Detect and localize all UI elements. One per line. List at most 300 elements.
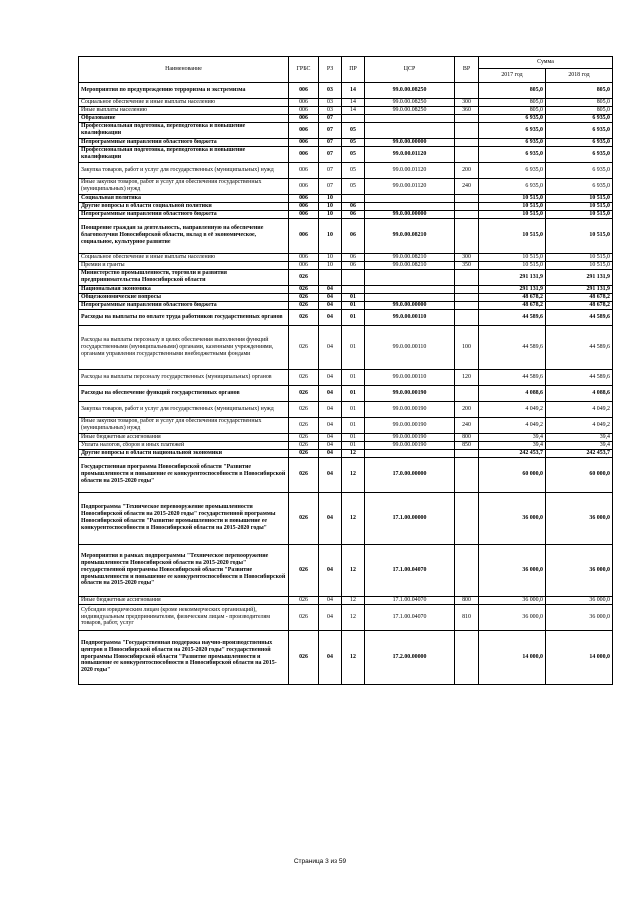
row-vr [455,449,479,457]
row-vr [455,83,479,99]
row-amount-2017: 805,0 [479,106,546,114]
row-name: Социальное обеспечение и иные выплаты населению [79,253,289,261]
table-row [79,401,613,417]
row-rz: 10 [319,253,342,261]
row-pr: 01 [342,385,365,401]
row-amount-2018: 36 000,0 [546,492,613,544]
row-vr: 800 [455,596,479,604]
row-pr: 05 [342,162,365,178]
row-vr: 800 [455,433,479,441]
row-amount-2018: 805,0 [546,99,613,107]
row-vr: 100 [455,325,479,369]
table-row [79,138,613,146]
table-row [79,492,613,544]
row-name: Профессиональная подготовка, переподготовка и повышение квалификации [79,146,289,162]
row-name: Непрограммные направления областного бюджета [79,210,289,218]
row-csr: 99.0.00.08250 [365,106,455,114]
row-amount-2017: 39,4 [479,441,546,449]
row-name: Расходы на выплаты персоналу в целях обеспечения выполнения функций государственными (муниципальными) органами, казенными учреждениями, органами управления государственными внебюджетными фондами [79,325,289,369]
row-csr [365,122,455,138]
row-grbs: 006 [289,99,319,107]
row-csr: 99.0.00.00000 [365,210,455,218]
row-grbs: 006 [289,210,319,218]
row-grbs: 026 [289,285,319,293]
row-rz: 10 [319,218,342,253]
row-amount-2017: 14 000,0 [479,630,546,684]
table-row [79,596,613,604]
table-row [79,285,613,293]
header-year-2018: 2018 год [546,69,613,83]
row-amount-2018: 6 935,0 [546,162,613,178]
row-grbs: 026 [289,457,319,492]
table-row [79,194,613,202]
row-pr: 06 [342,261,365,269]
row-grbs: 026 [289,301,319,309]
row-rz: 04 [319,293,342,301]
row-name: Поощрение граждан за деятельность, направленную на обеспечение благополучия Новосибирской области, вклад в её экономическое, социальное, культурное развитие [79,218,289,253]
table-row [79,99,613,107]
row-csr: 17.1.00.04070 [365,604,455,630]
row-pr: 12 [342,492,365,544]
row-name: Подпрограмма "Техническое перевооружение промышленности Новосибирской области на 2015-2020 годы" государственной программы Новосибирской области "Развитие промышленности и повышение ее конкурентоспособности в Новосибирской области на 2015-2020 годы" [79,492,289,544]
row-vr [455,269,479,285]
row-csr: 17.1.00.04070 [365,596,455,604]
row-grbs: 006 [289,146,319,162]
row-pr: 01 [342,301,365,309]
row-amount-2018: 6 935,0 [546,122,613,138]
header-pr: ПР [342,57,365,83]
row-amount-2018: 36 000,0 [546,596,613,604]
row-vr [455,146,479,162]
row-amount-2018: 4 088,6 [546,385,613,401]
row-amount-2017: 805,0 [479,83,546,99]
row-csr: 17.1.00.04070 [365,544,455,596]
table-row [79,269,613,285]
row-amount-2017: 6 935,0 [479,178,546,194]
row-amount-2018: 48 678,2 [546,301,613,309]
row-vr: 300 [455,253,479,261]
row-rz: 03 [319,106,342,114]
row-pr: 01 [342,325,365,369]
row-pr: 12 [342,630,365,684]
row-name: Иные бюджетные ассигнования [79,433,289,441]
row-vr [455,218,479,253]
row-amount-2018: 242 453,7 [546,449,613,457]
row-csr: 99.0.00.08210 [365,253,455,261]
row-rz [319,269,342,285]
row-grbs: 026 [289,449,319,457]
row-rz: 07 [319,178,342,194]
row-amount-2017: 10 515,0 [479,218,546,253]
row-rz: 04 [319,596,342,604]
row-pr: 12 [342,449,365,457]
row-grbs: 006 [289,178,319,194]
row-vr: 850 [455,441,479,449]
row-pr: 05 [342,138,365,146]
row-csr: 99.0.00.00190 [365,401,455,417]
row-amount-2017: 6 935,0 [479,114,546,122]
row-rz: 04 [319,309,342,325]
row-vr [455,309,479,325]
row-grbs: 026 [289,401,319,417]
row-csr [365,293,455,301]
table-body [79,83,613,685]
row-name: Образование [79,114,289,122]
row-grbs: 006 [289,83,319,99]
row-csr [365,449,455,457]
row-rz: 04 [319,441,342,449]
row-grbs: 026 [289,492,319,544]
row-grbs: 006 [289,106,319,114]
row-name: Уплата налогов, сборов и иных платежей [79,441,289,449]
row-grbs: 006 [289,202,319,210]
table-row [79,441,613,449]
row-vr: 360 [455,106,479,114]
row-amount-2017: 291 131,9 [479,269,546,285]
table-row [79,210,613,218]
row-rz: 04 [319,433,342,441]
table-header [79,57,613,83]
row-amount-2018: 10 515,0 [546,202,613,210]
table-row [79,146,613,162]
row-rz: 03 [319,99,342,107]
row-amount-2018: 10 515,0 [546,210,613,218]
row-amount-2018: 44 589,6 [546,325,613,369]
row-name: Иные закупки товаров, работ и услуг для обеспечения государственных (муниципальных) нужд [79,178,289,194]
row-amount-2017: 6 935,0 [479,122,546,138]
header-sum: Сумма [479,57,613,69]
row-amount-2017: 4 049,2 [479,417,546,433]
row-amount-2018: 805,0 [546,83,613,99]
table-row [79,385,613,401]
row-amount-2018: 39,4 [546,433,613,441]
row-amount-2017: 242 453,7 [479,449,546,457]
row-amount-2017: 10 515,0 [479,253,546,261]
row-amount-2018: 10 515,0 [546,194,613,202]
row-rz: 10 [319,261,342,269]
row-name: Социальное обеспечение и иные выплаты населению [79,99,289,107]
row-grbs: 026 [289,309,319,325]
row-name: Премии и гранты [79,261,289,269]
row-amount-2017: 36 000,0 [479,604,546,630]
row-pr: 12 [342,457,365,492]
table-row [79,309,613,325]
row-rz: 04 [319,401,342,417]
row-name: Министерство промышленности, торговли и развития предпринимательства Новосибирской области [79,269,289,285]
row-name: Расходы на обеспечение функций государственных органов [79,385,289,401]
row-rz: 04 [319,325,342,369]
table-row [79,604,613,630]
row-name: Иные закупки товаров, работ и услуг для обеспечения государственных (муниципальных) нужд [79,417,289,433]
row-vr: 350 [455,261,479,269]
row-pr: 01 [342,417,365,433]
row-name: Закупка товаров, работ и услуг для государственных (муниципальных) нужд [79,401,289,417]
row-amount-2017: 6 935,0 [479,146,546,162]
row-amount-2017: 48 678,2 [479,301,546,309]
row-pr: 14 [342,83,365,99]
row-pr: 14 [342,106,365,114]
row-amount-2018: 44 589,6 [546,309,613,325]
row-pr: 01 [342,369,365,385]
row-amount-2017: 10 515,0 [479,194,546,202]
row-amount-2017: 48 678,2 [479,293,546,301]
row-vr: 240 [455,178,479,194]
row-rz: 04 [319,417,342,433]
row-pr: 05 [342,178,365,194]
row-pr: 06 [342,210,365,218]
row-amount-2017: 60 000,0 [479,457,546,492]
row-pr: 12 [342,596,365,604]
row-rz: 04 [319,457,342,492]
row-vr [455,492,479,544]
row-amount-2017: 291 131,9 [479,285,546,293]
table-row [79,202,613,210]
row-name: Мероприятия по предупреждению терроризма и экстремизма [79,83,289,99]
table-row [79,122,613,138]
header-vr: ВР [455,57,479,83]
row-vr: 300 [455,99,479,107]
row-amount-2018: 48 678,2 [546,293,613,301]
table-row [79,261,613,269]
row-amount-2017: 10 515,0 [479,261,546,269]
row-rz: 04 [319,630,342,684]
row-grbs: 026 [289,433,319,441]
row-amount-2018: 36 000,0 [546,604,613,630]
header-grbs: ГРБС [289,57,319,83]
page-number: Страница 3 из 59 [293,858,347,865]
row-grbs: 026 [289,269,319,285]
row-amount-2018: 6 935,0 [546,138,613,146]
row-name: Мероприятия в рамках подпрограммы "Техническое перевооружение промышленности Новосибирской области на 2015-2020 годы" государственной программы Новосибирской области "Развитие промышленности и повышение ее конкурентоспособности в Новосибирской области на 2015-2020 годы" [79,544,289,596]
header-csr: ЦСР [365,57,455,83]
row-csr: 99.0.00.08250 [365,99,455,107]
row-grbs: 026 [289,369,319,385]
row-pr [342,269,365,285]
row-grbs: 026 [289,325,319,369]
row-vr [455,138,479,146]
row-pr [342,194,365,202]
header-name: Наименование [79,57,289,83]
table-row [79,114,613,122]
row-csr: 99.0.00.01120 [365,162,455,178]
row-vr [455,301,479,309]
row-grbs: 006 [289,261,319,269]
table-row [79,253,613,261]
row-name: Другие вопросы в области социальной политики [79,202,289,210]
row-grbs: 006 [289,218,319,253]
row-amount-2018: 39,4 [546,441,613,449]
row-name: Расходы на выплаты персоналу государственных (муниципальных) органов [79,369,289,385]
row-amount-2017: 10 515,0 [479,210,546,218]
row-vr [455,194,479,202]
row-amount-2018: 60 000,0 [546,457,613,492]
header-rz: РЗ [319,57,342,83]
row-name: Другие вопросы в области национальной экономики [79,449,289,457]
table-row [79,544,613,596]
row-rz: 04 [319,369,342,385]
row-pr: 01 [342,433,365,441]
row-name: Профессиональная подготовка, переподготовка и повышение квалификации [79,122,289,138]
row-rz: 04 [319,604,342,630]
table-row [79,457,613,492]
row-amount-2017: 4 049,2 [479,401,546,417]
header-year-2017: 2017 год [479,69,546,83]
table-row [79,218,613,253]
row-grbs: 006 [289,253,319,261]
row-rz: 07 [319,114,342,122]
row-rz: 07 [319,162,342,178]
row-rz: 03 [319,83,342,99]
table-row [79,106,613,114]
row-amount-2018: 6 935,0 [546,178,613,194]
row-csr: 17.1.00.00000 [365,492,455,544]
row-csr: 99.0.00.00190 [365,433,455,441]
row-grbs: 006 [289,122,319,138]
budget-table [78,56,613,685]
row-amount-2017: 805,0 [479,99,546,107]
row-vr [455,285,479,293]
row-csr: 99.0.00.08210 [365,261,455,269]
table-row [79,630,613,684]
row-vr [455,385,479,401]
row-csr: 17.2.00.00000 [365,630,455,684]
row-pr: 06 [342,253,365,261]
row-grbs: 026 [289,293,319,301]
row-pr: 05 [342,122,365,138]
row-grbs: 026 [289,417,319,433]
row-name: Субсидии юридическим лицам (кроме некоммерческих организаций), индивидуальным предпринимателям, физическим лицам - производителям товаров, работ, услуг [79,604,289,630]
row-grbs: 006 [289,138,319,146]
row-pr [342,285,365,293]
row-name: Национальная экономика [79,285,289,293]
row-amount-2018: 44 589,6 [546,369,613,385]
row-rz: 04 [319,385,342,401]
row-rz: 07 [319,146,342,162]
row-csr: 99.0.00.00190 [365,417,455,433]
row-pr: 12 [342,544,365,596]
row-csr: 99.0.00.00110 [365,369,455,385]
row-csr: 99.0.00.00190 [365,441,455,449]
row-rz: 07 [319,122,342,138]
row-name: Непрограммные направления областного бюджета [79,138,289,146]
row-grbs: 006 [289,114,319,122]
row-amount-2017: 4 088,6 [479,385,546,401]
row-rz: 04 [319,544,342,596]
row-amount-2017: 6 935,0 [479,162,546,178]
row-amount-2018: 10 515,0 [546,253,613,261]
table-row [79,325,613,369]
row-pr [342,114,365,122]
row-amount-2017: 44 589,6 [479,325,546,369]
row-pr: 06 [342,218,365,253]
row-rz: 10 [319,202,342,210]
row-name: Расходы на выплаты по оплате труда работников государственных органов [79,309,289,325]
row-vr [455,630,479,684]
row-csr: 99.0.00.08250 [365,83,455,99]
row-vr [455,202,479,210]
row-name: Иные выплаты населению [79,106,289,114]
table-row [79,369,613,385]
row-amount-2017: 6 935,0 [479,138,546,146]
row-rz: 07 [319,138,342,146]
row-vr [455,544,479,596]
row-csr: 99.0.00.01120 [365,146,455,162]
row-pr: 12 [342,604,365,630]
row-csr: 99.0.00.00110 [365,325,455,369]
row-name: Закупка товаров, работ и услуг для государственных (муниципальных) нужд [79,162,289,178]
row-amount-2017: 44 589,6 [479,369,546,385]
row-amount-2017: 36 000,0 [479,544,546,596]
row-amount-2017: 36 000,0 [479,492,546,544]
table-row [79,433,613,441]
table-row [79,293,613,301]
row-rz: 10 [319,210,342,218]
table-row [79,301,613,309]
row-csr [365,202,455,210]
row-grbs: 026 [289,385,319,401]
row-csr: 99.0.00.00110 [365,309,455,325]
row-vr: 240 [455,417,479,433]
row-csr: 99.0.00.00000 [365,301,455,309]
row-amount-2018: 291 131,9 [546,269,613,285]
row-vr: 200 [455,162,479,178]
row-vr [455,210,479,218]
row-grbs: 026 [289,604,319,630]
row-grbs: 006 [289,194,319,202]
row-vr [455,114,479,122]
row-csr: 99.0.00.00000 [365,138,455,146]
row-name: Общеэкономические вопросы [79,293,289,301]
row-csr [365,194,455,202]
row-vr: 200 [455,401,479,417]
table-row [79,178,613,194]
row-csr: 99.0.00.08210 [365,218,455,253]
row-rz: 04 [319,301,342,309]
table-row [79,417,613,433]
row-pr: 14 [342,99,365,107]
row-pr: 06 [342,202,365,210]
row-csr: 99.0.00.01120 [365,178,455,194]
row-amount-2018: 4 049,2 [546,417,613,433]
row-amount-2018: 10 515,0 [546,261,613,269]
row-amount-2018: 291 131,9 [546,285,613,293]
row-vr [455,293,479,301]
row-rz: 04 [319,285,342,293]
row-csr [365,114,455,122]
row-rz: 04 [319,449,342,457]
row-pr: 01 [342,441,365,449]
table-row [79,162,613,178]
row-name: Иные бюджетные ассигнования [79,596,289,604]
row-amount-2018: 36 000,0 [546,544,613,596]
row-csr [365,269,455,285]
row-grbs: 026 [289,544,319,596]
row-name: Непрограммные направления областного бюджета [79,301,289,309]
row-grbs: 026 [289,441,319,449]
row-amount-2018: 10 515,0 [546,218,613,253]
row-grbs: 026 [289,630,319,684]
table-row [79,83,613,99]
row-csr: 17.0.00.00000 [365,457,455,492]
row-amount-2017: 10 515,0 [479,202,546,210]
row-pr: 01 [342,293,365,301]
row-grbs: 006 [289,162,319,178]
row-amount-2017: 39,4 [479,433,546,441]
row-pr: 05 [342,146,365,162]
row-name: Социальная политика [79,194,289,202]
table-row [79,449,613,457]
row-name: Подпрограмма "Государственная поддержка научно-производственных центров в Новосибирской области на 2015-2020 годы" государственной программы Новосибирской области "Развитие промышленности и повышение ее конкурентоспособности в Новосибирской области на 2015-2020 годы" [79,630,289,684]
